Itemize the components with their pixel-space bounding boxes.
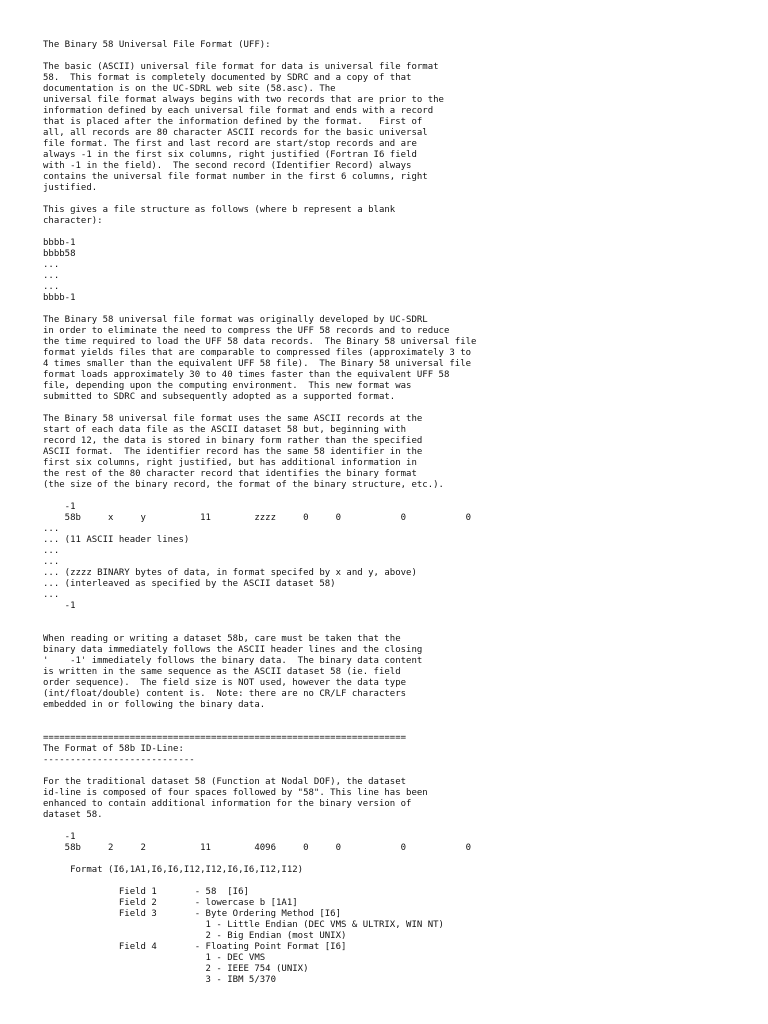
text-line — [43, 821, 743, 832]
text-line: The Binary 58 universal file format uses the same ASCII records at the — [43, 414, 423, 424]
text-line: The Binary 58 Universal File Format (UFF): — [43, 40, 271, 50]
text-line: 1 - DEC VMS — [43, 953, 266, 963]
text-line: (int/float/double) content is. Note: there are no CR/LF characters — [43, 689, 407, 699]
text-line: Field 4 - Floating Point Format [I6] — [43, 942, 347, 952]
text-line: record 12, the data is stored in binary form rather than the specified — [43, 436, 423, 446]
text-line: justified. — [43, 183, 98, 193]
text-line: Field 3 - Byte Ordering Method [I6] — [43, 909, 342, 919]
text-line: in order to eliminate the need to compress the UFF 58 records and to reduce — [43, 326, 450, 336]
text-line: documentation is on the UC-SDRL web site (58.asc). The — [43, 84, 336, 94]
text-line: submitted to SDRC and subsequently adopted as a supported format. — [43, 392, 396, 402]
text-line: ... — [43, 546, 60, 556]
text-line: 3 - IBM 5/370 — [43, 975, 276, 985]
text-line: information defined by each universal file format and ends with a record — [43, 106, 434, 116]
text-line — [43, 876, 743, 887]
text-line: For the traditional dataset 58 (Function at Nodal DOF), the dataset — [43, 777, 407, 787]
text-line — [43, 711, 743, 722]
text-line: bbbb-1 — [43, 293, 76, 303]
text-line — [43, 403, 743, 414]
text-line — [43, 612, 743, 623]
text-line: format loads approximately 30 to 40 times faster than the equivalent UFF 58 — [43, 370, 450, 380]
text-line: ' -1' immediately follows the binary data. The binary data content — [43, 656, 423, 666]
text-line: ... — [43, 271, 60, 281]
text-line: Field 1 - 58 [I6] — [43, 887, 249, 897]
text-line — [43, 491, 743, 502]
text-line — [43, 304, 743, 315]
text-line: binary data immediately follows the ASCII header lines and the closing — [43, 645, 423, 655]
text-line: Field 2 - lowercase b [1A1] — [43, 898, 298, 908]
text-line: enhanced to contain additional information for the binary version of — [43, 799, 412, 809]
text-line: 58. This format is completely documented by SDRC and a copy of that — [43, 73, 412, 83]
text-line: The basic (ASCII) universal file format for data is universal file format — [43, 62, 439, 72]
text-line: 58b 2 2 11 4096 0 0 0 0 — [43, 843, 472, 853]
text-line — [43, 194, 743, 205]
text-line: contains the universal file format number in the first 6 columns, right — [43, 172, 428, 182]
text-line: ... (zzzz BINARY bytes of data, in format specifed by x and y, above) — [43, 568, 417, 578]
text-line: bbbb58 — [43, 249, 76, 259]
text-line: with -1 in the field). The second record (Identifier Record) always — [43, 161, 412, 171]
text-line: ... — [43, 524, 60, 534]
text-line: 4 times smaller than the equivalent UFF 58 file). The Binary 58 universal file — [43, 359, 472, 369]
text-line: ... — [43, 590, 60, 600]
text-line: -1 — [43, 502, 76, 512]
text-line: file, depending upon the computing environment. This new format was — [43, 381, 412, 391]
text-line — [43, 722, 743, 733]
document-body — [43, 40, 743, 986]
text-line: order sequence). The field size is NOT used, however the data type — [43, 678, 407, 688]
text-line: -1 — [43, 601, 76, 611]
text-line — [43, 854, 743, 865]
text-line: When reading or writing a dataset 58b, care must be taken that the — [43, 634, 401, 644]
text-line — [43, 227, 743, 238]
text-line: character): — [43, 216, 103, 226]
text-line — [43, 623, 743, 634]
text-line: that is placed after the information defined by the format. First of — [43, 117, 423, 127]
text-line: is written in the same sequence as the ASCII dataset 58 (ie. field — [43, 667, 401, 677]
text-line: The Binary 58 universal file format was originally developed by UC-SDRL — [43, 315, 428, 325]
text-line: file format. The first and last record are start/stop records and are — [43, 139, 417, 149]
text-line: id-line is composed of four spaces followed by "58". This line has been — [43, 788, 428, 798]
text-line: the rest of the 80 character record that identifies the binary format — [43, 469, 417, 479]
text-line: dataset 58. — [43, 810, 103, 820]
text-line — [43, 51, 743, 62]
text-line: the time required to load the UFF 58 data records. The Binary 58 universal file — [43, 337, 477, 347]
text-line: always -1 in the first six columns, right justified (Fortran I6 field — [43, 150, 417, 160]
text-line: ... — [43, 557, 60, 567]
text-line: embedded in or following the binary data. — [43, 700, 266, 710]
text-line: bbbb-1 — [43, 238, 76, 248]
text-line: This gives a file structure as follows (where b represent a blank — [43, 205, 396, 215]
text-line: ... — [43, 282, 60, 292]
text-line: 1 - Little Endian (DEC VMS & ULTRIX, WIN NT) — [43, 920, 444, 930]
text-line: first six columns, right justified, but has additional information in — [43, 458, 417, 468]
text-line: ---------------------------- — [43, 755, 195, 765]
text-line — [43, 766, 743, 777]
text-line: start of each data file as the ASCII dataset 58 but, beginning with — [43, 425, 407, 435]
text-line: -1 — [43, 832, 76, 842]
text-line: (the size of the binary record, the format of the binary structure, etc.). — [43, 480, 444, 490]
text-line: all, all records are 80 character ASCII records for the basic universal — [43, 128, 428, 138]
text-line: 58b x y 11 zzzz 0 0 0 0 — [43, 513, 472, 523]
text-line: =================================================================== — [43, 733, 407, 743]
text-line: Format (I6,1A1,I6,I6,I12,I12,I6,I6,I12,I12) — [43, 865, 304, 875]
text-line: ASCII format. The identifier record has the same 58 identifier in the — [43, 447, 423, 457]
text-line: ... — [43, 260, 60, 270]
text-line: ... (11 ASCII header lines) — [43, 535, 190, 545]
text-line: The Format of 58b ID-Line: — [43, 744, 184, 754]
text-line: 2 - IEEE 754 (UNIX) — [43, 964, 309, 974]
text-line: format yields files that are comparable to compressed files (approximately 3 to — [43, 348, 472, 358]
text-line: universal file format always begins with two records that are prior to the — [43, 95, 444, 105]
text-line: ... (interleaved as specified by the ASCII dataset 58) — [43, 579, 336, 589]
text-line: 2 - Big Endian (most UNIX) — [43, 931, 347, 941]
